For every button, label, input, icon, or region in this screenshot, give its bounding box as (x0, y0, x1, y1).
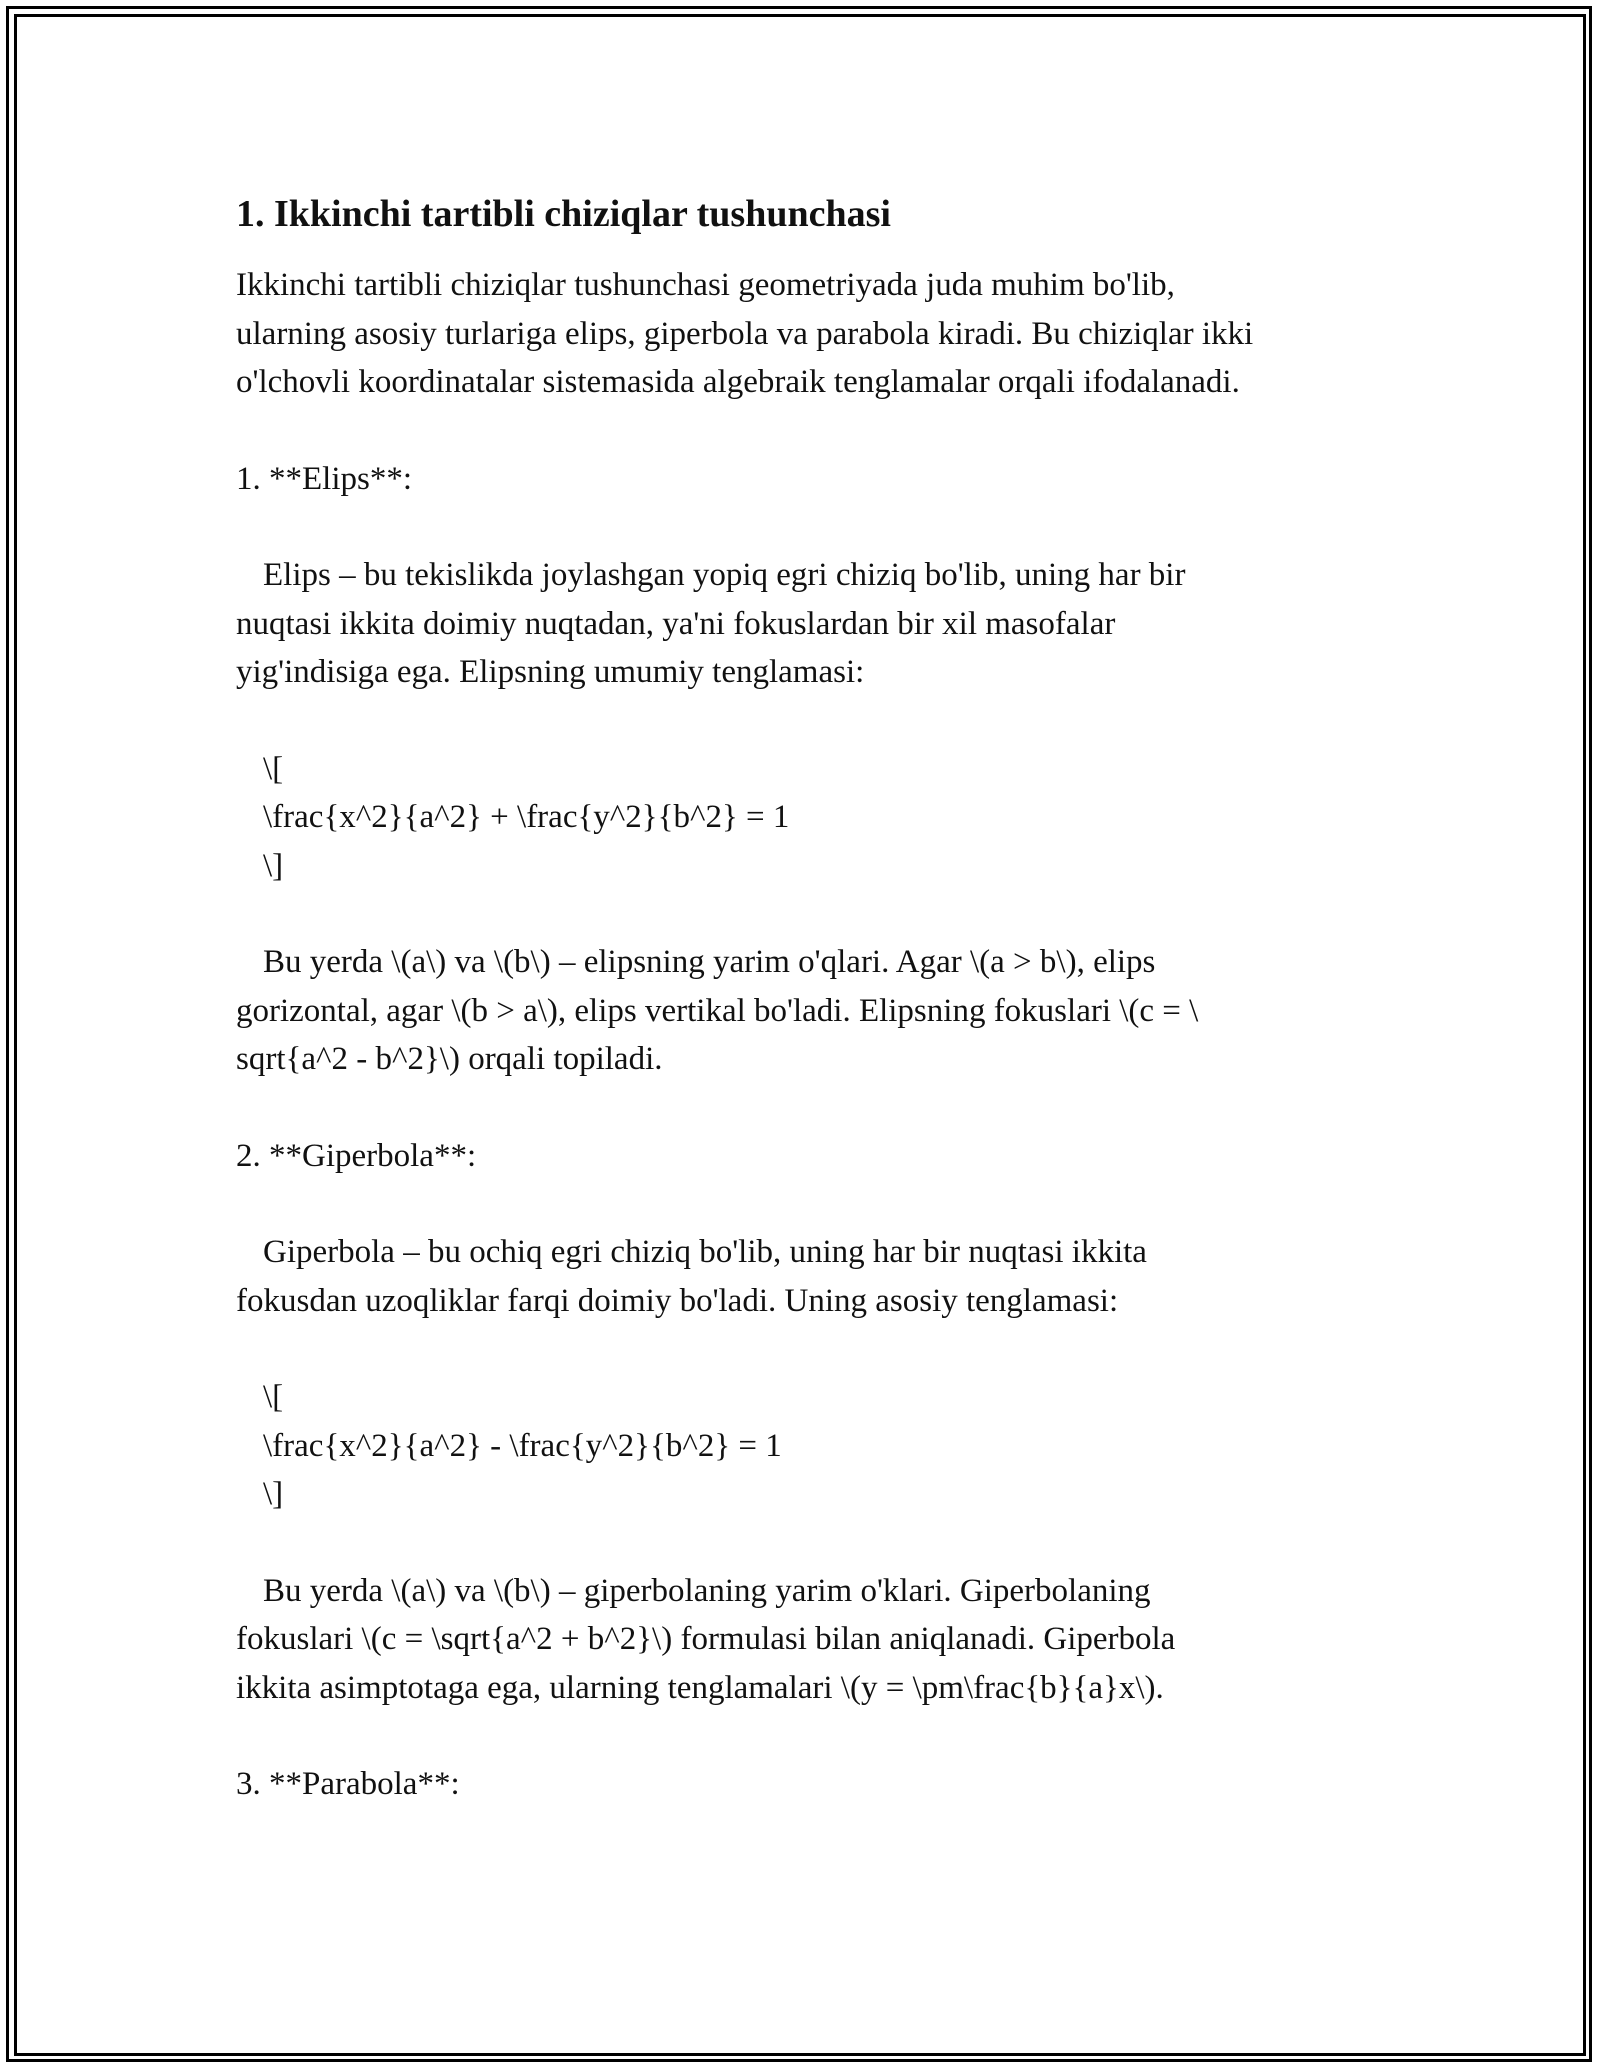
elips-note-line: gorizontal, agar \(b > a\), elips vertikal bo'ladi. Elipsning fokuslari \(c = \ (236, 992, 1199, 1029)
elips-note-line: Bu yerda \(a\) va \(b\) – elipsning yarim o'qlari. Agar \(a > b\), elips (263, 944, 1156, 980)
elips-desc-line: nuqtasi ikkita doimiy nuqtadan, ya'ni fokuslardan bir xil masofalar (236, 605, 1116, 642)
formula-line: \frac{x^2}{a^2} + \frac{y^2}{b^2} = 1 (263, 799, 790, 835)
intro-line: ularning asosiy turlariga elips, giperbola va parabola kiradi. Bu chiziqlar ikki (236, 315, 1254, 352)
intro-line: o'lchovli koordinatalar sistemasida algebraik tenglamalar orqali ifodalanadi. (236, 364, 1240, 400)
elips-desc-line: yig'indisiga ega. Elipsning umumiy tenglamasi: (236, 654, 865, 690)
elips-description (236, 551, 1386, 697)
giperbola-title: 2. **Giperbola**: (236, 1137, 477, 1174)
giperbola-formula (236, 1373, 1386, 1519)
giperbola-note-line: fokuslari \(c = \sqrt{a^2 + b^2}\) formulasi bilan aniqlanadi. Giperbola (236, 1621, 1176, 1657)
elips-title: 1. **Elips**: (236, 460, 413, 497)
giperbola-note-line: ikkita asimptotaga ega, ularning tenglamalari \(y = \pm\frac{b}{a}x\). (236, 1669, 1164, 1706)
elips-formula (236, 745, 1386, 891)
giperbola-desc-line: fokusdan uzoqliklar farqi doimiy bo'ladi. Uning asosiy tenglamasi: (236, 1282, 1119, 1319)
giperbola-note (236, 1567, 1386, 1713)
giperbola-note-line: Bu yerda \(a\) va \(b\) – giperbolaning yarim o'klari. Giperbolaning (263, 1572, 1151, 1609)
giperbola-description (236, 1228, 1386, 1325)
elips-note-line: sqrt{a^2 - b^2}\) orqali topiladi. (236, 1041, 663, 1077)
elips-desc-line: Elips – bu tekislikda joylashgan yopiq egri chiziq bo'lib, uning har bir (263, 557, 1186, 593)
formula-line: \[ (263, 750, 284, 787)
elips-note (236, 938, 1386, 1084)
formula-line: \frac{x^2}{a^2} - \frac{y^2}{b^2} = 1 (263, 1427, 782, 1464)
section-heading: 1. Ikkinchi tartibli chiziqlar tushunchasi (236, 193, 891, 235)
parabola-title: 3. **Parabola**: (236, 1766, 460, 1802)
giperbola-desc-line: Giperbola – bu ochiq egri chiziq bo'lib, uning har bir nuqtasi ikkita (263, 1234, 1147, 1270)
intro-line: Ikkinchi tartibli chiziqlar tushunchasi geometriyada juda muhim bo'lib, (236, 267, 1175, 303)
formula-line: \] (263, 1476, 284, 1512)
formula-line: \[ (263, 1379, 284, 1415)
formula-line: \] (263, 847, 284, 884)
document-body (236, 190, 1386, 1809)
intro-paragraph (236, 261, 1386, 407)
